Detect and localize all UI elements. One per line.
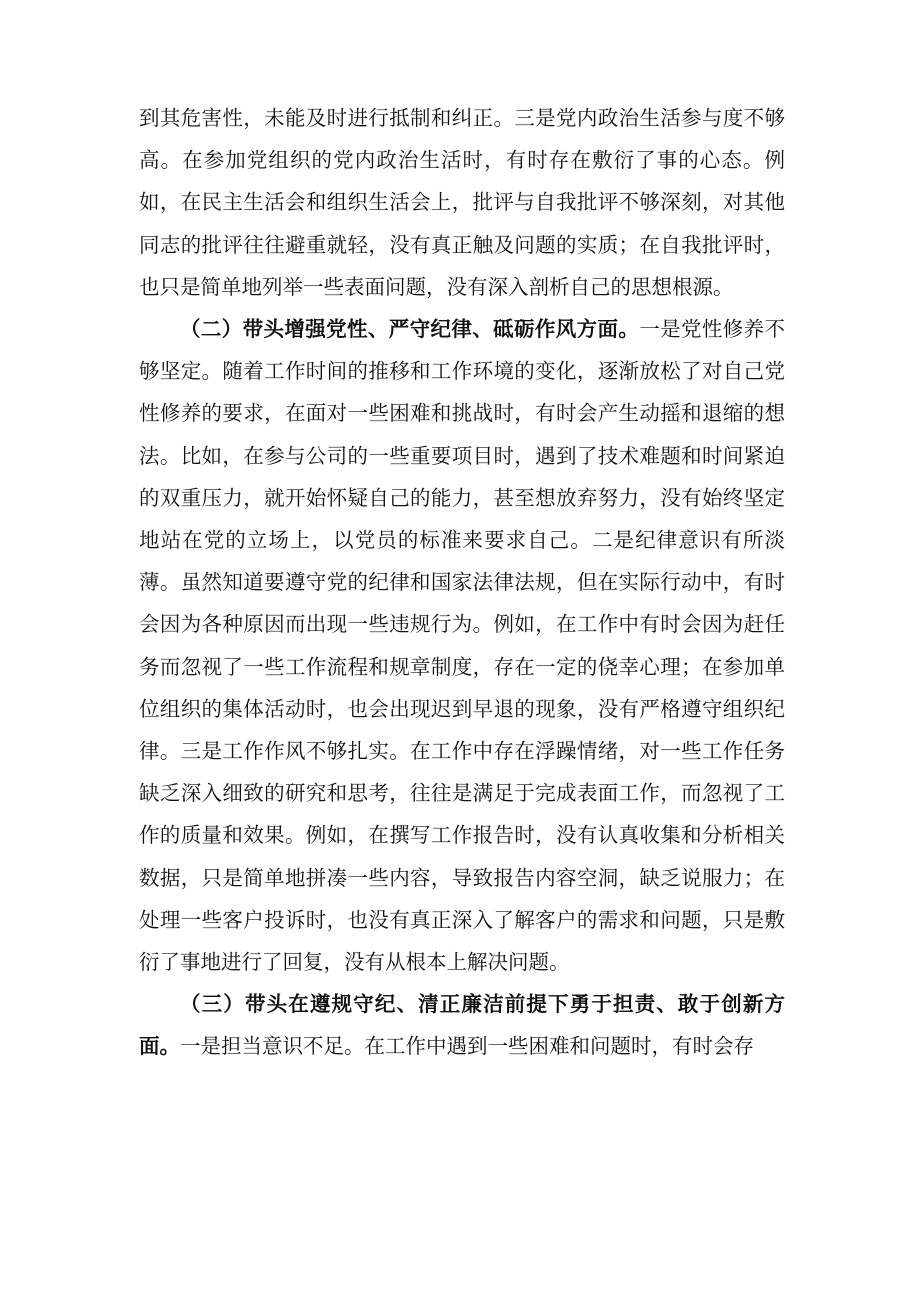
paragraph-2 [139, 308, 785, 983]
document-body [139, 97, 785, 1068]
paragraph-3 [139, 983, 785, 1067]
section-heading-2: （二）带头增强党性、严守纪律、砥砺作风方面。 [180, 317, 640, 342]
paragraph-2-text: 一是党性修养不够坚定。随着工作时间的推移和工作环境的变化，逐渐放松了对自己党性修养的要求，在面对一些困难和挑战时，有时会产生动摇和退缩的想法。比如，在参与公司的一些重要项目时，遇到了技术难题和时间紧迫的双重压力，就开始怀疑自己的能力，甚至想放弃努力，没有始终坚定地站在党的立场上，以党员的标准来要求自己。二是纪律意识有所淡薄。虽然知道要遵守党的纪律和国家法律法规，但在实际行动中，有时会因为各种原因而出现一些违规行为。例如，在工作中有时会因为赶任务而忽视了一些工作流程和规章制度，存在一定的侥幸心理；在参加单位组织的集体活动时，也会出现迟到早退的现象，没有严格遵守组织纪律。三是工作作风不够扎实。在工作中存在浮躁情绪，对一些工作任务缺乏深入细致的研究和思考，往往是满足于完成表面工作，而忽视了工作的质量和效果。例如，在撰写工作报告时，没有认真收集和分析相关数据，只是简单地拼凑一些内容，导致报告内容空洞，缺乏说服力；在处理一些客户投诉时，也没有真正深入了解客户的需求和问题，只是敷衍了事地进行了回复，没有从根本上解决问题。 [139, 317, 785, 975]
section-heading-3: （三）带头在遵规守纪、清正廉洁前提下勇于担责、敢于创新方面。 [139, 992, 785, 1059]
paragraph-3-text: 一是担当意识不足。在工作中遇到一些困难和问题时，有时会存 [180, 1034, 754, 1059]
paragraph-1-text: 到其危害性，未能及时进行抵制和纠正。三是党内政治生活参与度不够高。在参加党组织的党内政治生活时，有时存在敷衍了事的心态。例如，在民主生活会和组织生活会上，批评与自我批评不够深刻，对其他同志的批评往往避重就轻，没有真正触及问题的实质；在自我批评时，也只是简单地列举一些表面问题，没有深入剖析自己的思想根源。 [139, 106, 785, 299]
paragraph-1 [139, 97, 785, 308]
